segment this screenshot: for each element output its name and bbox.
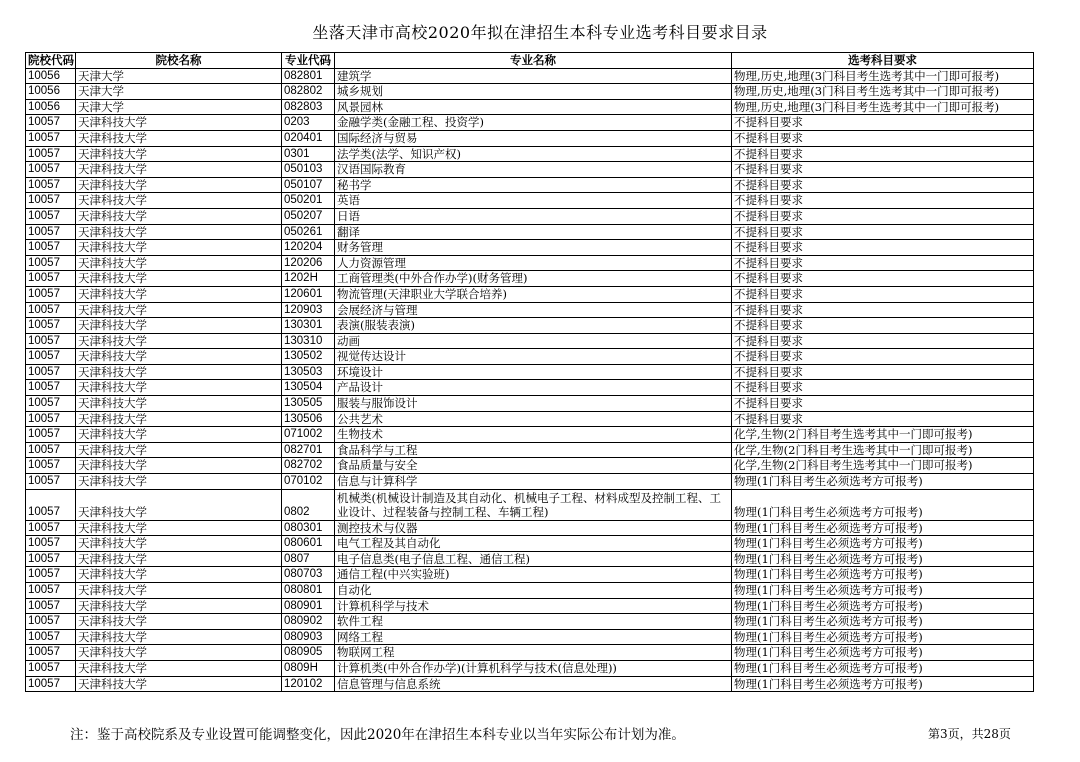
school-name-cell: 天津科技大学 (76, 629, 282, 645)
school-name-cell: 天津科技大学 (76, 411, 282, 427)
table-row (26, 115, 1034, 131)
school-code-cell: 10057 (26, 286, 76, 302)
major-code-cell: 050207 (282, 208, 335, 224)
table-row (26, 520, 1034, 536)
school-name-cell: 天津科技大学 (76, 286, 282, 302)
requirement-cell: 物理,历史,地理(3门科目考生选考其中一门即可报考) (732, 84, 1034, 100)
table-row (26, 474, 1034, 490)
school-name-cell: 天津科技大学 (76, 598, 282, 614)
requirement-cell: 物理(1门科目考生必须选考方可报考) (732, 567, 1034, 583)
school-code-cell: 10057 (26, 551, 76, 567)
major-name-cell: 人力资源管理 (335, 255, 732, 271)
school-code-cell: 10057 (26, 567, 76, 583)
requirement-cell: 物理,历史,地理(3门科目考生选考其中一门即可报考) (732, 99, 1034, 115)
table-header-row (26, 53, 1034, 69)
requirement-cell: 物理(1门科目考生必须选考方可报考) (732, 660, 1034, 676)
school-code-cell: 10057 (26, 208, 76, 224)
major-name-cell: 电气工程及其自动化 (335, 536, 732, 552)
table-row (26, 302, 1034, 318)
school-code-cell: 10057 (26, 130, 76, 146)
major-code-cell: 080903 (282, 629, 335, 645)
requirement-cell: 物理(1门科目考生必须选考方可报考) (732, 489, 1034, 520)
major-code-cell: 130506 (282, 411, 335, 427)
major-code-cell: 050103 (282, 162, 335, 178)
table-row (26, 68, 1034, 84)
school-name-cell: 天津科技大学 (76, 115, 282, 131)
major-name-cell: 汉语国际教育 (335, 162, 732, 178)
requirement-cell: 不提科目要求 (732, 364, 1034, 380)
school-code-cell: 10057 (26, 146, 76, 162)
major-code-cell: 0802 (282, 489, 335, 520)
requirement-cell: 不提科目要求 (732, 224, 1034, 240)
school-code-cell: 10057 (26, 193, 76, 209)
requirement-cell: 不提科目要求 (732, 130, 1034, 146)
major-name-cell: 电子信息类(电子信息工程、通信工程) (335, 551, 732, 567)
school-code-cell: 10057 (26, 177, 76, 193)
table-row (26, 208, 1034, 224)
school-name-cell: 天津科技大学 (76, 146, 282, 162)
school-name-cell: 天津科技大学 (76, 474, 282, 490)
school-name-cell: 天津科技大学 (76, 380, 282, 396)
school-name-cell: 天津科技大学 (76, 567, 282, 583)
table-row (26, 318, 1034, 334)
major-code-cell: 130505 (282, 396, 335, 412)
school-name-cell: 天津大学 (76, 99, 282, 115)
requirement-cell: 不提科目要求 (732, 255, 1034, 271)
school-name-cell: 天津科技大学 (76, 333, 282, 349)
major-name-cell: 产品设计 (335, 380, 732, 396)
requirement-cell: 不提科目要求 (732, 146, 1034, 162)
table-row (26, 84, 1034, 100)
school-code-cell: 10057 (26, 536, 76, 552)
requirement-cell: 化学,生物(2门科目考生选考其中一门即可报考) (732, 427, 1034, 443)
table-row (26, 551, 1034, 567)
requirement-cell: 物理(1门科目考生必须选考方可报考) (732, 676, 1034, 692)
school-code-cell: 10057 (26, 364, 76, 380)
school-name-cell: 天津科技大学 (76, 224, 282, 240)
header-major-code: 专业代码 (282, 53, 335, 69)
school-code-cell: 10057 (26, 660, 76, 676)
table-row (26, 177, 1034, 193)
school-name-cell: 天津科技大学 (76, 520, 282, 536)
table-row (26, 396, 1034, 412)
table-row (26, 271, 1034, 287)
major-code-cell: 120204 (282, 240, 335, 256)
major-code-cell: 120102 (282, 676, 335, 692)
school-name-cell: 天津科技大学 (76, 177, 282, 193)
major-name-cell: 生物技术 (335, 427, 732, 443)
table-row (26, 349, 1034, 365)
table-row (26, 645, 1034, 661)
table-row (26, 598, 1034, 614)
requirement-cell: 不提科目要求 (732, 193, 1034, 209)
major-code-cell: 080905 (282, 645, 335, 661)
school-code-cell: 10057 (26, 224, 76, 240)
major-code-cell: 082701 (282, 442, 335, 458)
page-indicator: 第3页，共28页 (928, 727, 1011, 741)
requirement-cell: 不提科目要求 (732, 115, 1034, 131)
major-name-cell: 自动化 (335, 583, 732, 599)
table-row (26, 427, 1034, 443)
school-name-cell: 天津大学 (76, 84, 282, 100)
school-code-cell: 10057 (26, 458, 76, 474)
major-name-cell: 金融学类(金融工程、投资学) (335, 115, 732, 131)
table-row (26, 286, 1034, 302)
requirement-cell: 不提科目要求 (732, 286, 1034, 302)
major-name-cell: 食品质量与安全 (335, 458, 732, 474)
school-code-cell: 10056 (26, 68, 76, 84)
major-code-cell: 120601 (282, 286, 335, 302)
table-row (26, 99, 1034, 115)
school-name-cell: 天津科技大学 (76, 660, 282, 676)
major-code-cell: 0809H (282, 660, 335, 676)
major-code-cell: 130504 (282, 380, 335, 396)
major-code-cell: 070102 (282, 474, 335, 490)
table-row (26, 224, 1034, 240)
major-name-cell: 视觉传达设计 (335, 349, 732, 365)
table-row (26, 614, 1034, 630)
major-name-cell: 计算机类(中外合作办学)(计算机科学与技术(信息处理)) (335, 660, 732, 676)
requirement-cell: 物理(1门科目考生必须选考方可报考) (732, 474, 1034, 490)
school-code-cell: 10057 (26, 333, 76, 349)
school-code-cell: 10057 (26, 427, 76, 443)
school-code-cell: 10057 (26, 396, 76, 412)
major-name-cell: 风景园林 (335, 99, 732, 115)
requirement-cell: 不提科目要求 (732, 162, 1034, 178)
school-name-cell: 天津科技大学 (76, 458, 282, 474)
major-code-cell: 080703 (282, 567, 335, 583)
major-name-cell: 信息与计算科学 (335, 474, 732, 490)
school-code-cell: 10057 (26, 115, 76, 131)
major-code-cell: 080301 (282, 520, 335, 536)
school-name-cell: 天津科技大学 (76, 442, 282, 458)
major-name-cell: 动画 (335, 333, 732, 349)
table-row (26, 333, 1034, 349)
major-name-cell: 秘书学 (335, 177, 732, 193)
table-row (26, 442, 1034, 458)
table-row (26, 162, 1034, 178)
school-code-cell: 10057 (26, 645, 76, 661)
table-row (26, 193, 1034, 209)
school-code-cell: 10057 (26, 302, 76, 318)
requirement-cell: 物理(1门科目考生必须选考方可报考) (732, 536, 1034, 552)
requirement-cell: 不提科目要求 (732, 177, 1034, 193)
table-row (26, 489, 1034, 520)
school-code-cell: 10057 (26, 598, 76, 614)
school-name-cell: 天津科技大学 (76, 193, 282, 209)
major-name-cell: 法学类(法学、知识产权) (335, 146, 732, 162)
requirement-cell: 不提科目要求 (732, 396, 1034, 412)
major-code-cell: 120903 (282, 302, 335, 318)
table-row (26, 567, 1034, 583)
school-code-cell: 10057 (26, 318, 76, 334)
school-code-cell: 10057 (26, 380, 76, 396)
major-code-cell: 130503 (282, 364, 335, 380)
major-name-cell: 通信工程(中兴实验班) (335, 567, 732, 583)
major-code-cell: 130502 (282, 349, 335, 365)
major-name-cell: 城乡规划 (335, 84, 732, 100)
school-name-cell: 天津科技大学 (76, 614, 282, 630)
school-code-cell: 10057 (26, 255, 76, 271)
school-name-cell: 天津科技大学 (76, 349, 282, 365)
major-name-cell: 软件工程 (335, 614, 732, 630)
school-code-cell: 10056 (26, 99, 76, 115)
requirement-cell: 不提科目要求 (732, 302, 1034, 318)
major-code-cell: 082803 (282, 99, 335, 115)
major-code-cell: 082801 (282, 68, 335, 84)
table-row (26, 629, 1034, 645)
major-name-cell: 物联网工程 (335, 645, 732, 661)
major-code-cell: 0807 (282, 551, 335, 567)
major-code-cell: 050201 (282, 193, 335, 209)
requirement-cell: 物理(1门科目考生必须选考方可报考) (732, 583, 1034, 599)
requirement-cell: 物理(1门科目考生必须选考方可报考) (732, 629, 1034, 645)
requirement-cell: 化学,生物(2门科目考生选考其中一门即可报考) (732, 458, 1034, 474)
major-name-cell: 表演(服装表演) (335, 318, 732, 334)
school-code-cell: 10056 (26, 84, 76, 100)
table-row (26, 130, 1034, 146)
school-name-cell: 天津科技大学 (76, 302, 282, 318)
school-code-cell: 10057 (26, 271, 76, 287)
requirement-cell: 不提科目要求 (732, 318, 1034, 334)
school-code-cell: 10057 (26, 442, 76, 458)
table-row (26, 458, 1034, 474)
major-name-cell: 工商管理类(中外合作办学)(财务管理) (335, 271, 732, 287)
table-row (26, 411, 1034, 427)
header-school-code: 院校代码 (26, 53, 76, 69)
major-code-cell: 050261 (282, 224, 335, 240)
school-name-cell: 天津科技大学 (76, 489, 282, 520)
table-row (26, 676, 1034, 692)
header-major-name: 专业名称 (335, 53, 732, 69)
major-name-cell: 翻译 (335, 224, 732, 240)
school-name-cell: 天津科技大学 (76, 583, 282, 599)
major-code-cell: 130301 (282, 318, 335, 334)
major-name-cell: 国际经济与贸易 (335, 130, 732, 146)
major-code-cell: 080902 (282, 614, 335, 630)
requirement-cell: 物理,历史,地理(3门科目考生选考其中一门即可报考) (732, 68, 1034, 84)
school-name-cell: 天津科技大学 (76, 271, 282, 287)
major-name-cell: 英语 (335, 193, 732, 209)
school-name-cell: 天津科技大学 (76, 551, 282, 567)
major-name-cell: 信息管理与信息系统 (335, 676, 732, 692)
major-code-cell: 080801 (282, 583, 335, 599)
school-code-cell: 10057 (26, 349, 76, 365)
major-code-cell: 071002 (282, 427, 335, 443)
school-name-cell: 天津科技大学 (76, 255, 282, 271)
school-code-cell: 10057 (26, 520, 76, 536)
header-subject-requirement: 选考科目要求 (732, 53, 1034, 69)
requirement-cell: 物理(1门科目考生必须选考方可报考) (732, 520, 1034, 536)
school-name-cell: 天津科技大学 (76, 427, 282, 443)
school-name-cell: 天津科技大学 (76, 130, 282, 146)
school-name-cell: 天津科技大学 (76, 208, 282, 224)
table-row (26, 660, 1034, 676)
requirement-cell: 物理(1门科目考生必须选考方可报考) (732, 551, 1034, 567)
major-code-cell: 120206 (282, 255, 335, 271)
major-name-cell: 网络工程 (335, 629, 732, 645)
school-code-cell: 10057 (26, 614, 76, 630)
requirement-cell: 不提科目要求 (732, 380, 1034, 396)
document-title: 坐落天津市高校2020年拟在津招生本科专业选考科目要求目录 (312, 23, 768, 42)
major-code-cell: 020401 (282, 130, 335, 146)
major-code-cell: 082702 (282, 458, 335, 474)
requirement-cell: 不提科目要求 (732, 271, 1034, 287)
table-row (26, 364, 1034, 380)
major-code-cell: 082802 (282, 84, 335, 100)
major-name-cell: 测控技术与仪器 (335, 520, 732, 536)
requirement-cell: 化学,生物(2门科目考生选考其中一门即可报考) (732, 442, 1034, 458)
school-name-cell: 天津科技大学 (76, 536, 282, 552)
table-row (26, 240, 1034, 256)
school-code-cell: 10057 (26, 240, 76, 256)
table-row (26, 536, 1034, 552)
table-row (26, 380, 1034, 396)
major-code-cell: 0301 (282, 146, 335, 162)
table-row (26, 583, 1034, 599)
major-code-cell: 0203 (282, 115, 335, 131)
school-name-cell: 天津大学 (76, 68, 282, 84)
major-name-cell: 财务管理 (335, 240, 732, 256)
school-name-cell: 天津科技大学 (76, 364, 282, 380)
major-name-cell: 建筑学 (335, 68, 732, 84)
major-name-cell: 日语 (335, 208, 732, 224)
school-name-cell: 天津科技大学 (76, 676, 282, 692)
major-code-cell: 1202H (282, 271, 335, 287)
subject-requirements-table (25, 52, 1034, 692)
major-name-cell: 公共艺术 (335, 411, 732, 427)
school-name-cell: 天津科技大学 (76, 396, 282, 412)
major-code-cell: 080901 (282, 598, 335, 614)
major-name-cell: 服装与服饰设计 (335, 396, 732, 412)
major-name-cell: 机械类(机械设计制造及其自动化、机械电子工程、材料成型及控制工程、工业设计、过程装备与控制工程、车辆工程) (335, 489, 732, 520)
requirement-cell: 不提科目要求 (732, 240, 1034, 256)
requirement-cell: 物理(1门科目考生必须选考方可报考) (732, 614, 1034, 630)
major-code-cell: 130310 (282, 333, 335, 349)
major-name-cell: 会展经济与管理 (335, 302, 732, 318)
table-row (26, 255, 1034, 271)
requirement-cell: 不提科目要求 (732, 349, 1034, 365)
school-code-cell: 10057 (26, 474, 76, 490)
requirement-cell: 不提科目要求 (732, 411, 1034, 427)
school-name-cell: 天津科技大学 (76, 240, 282, 256)
major-name-cell: 计算机科学与技术 (335, 598, 732, 614)
major-name-cell: 环境设计 (335, 364, 732, 380)
requirement-cell: 物理(1门科目考生必须选考方可报考) (732, 645, 1034, 661)
major-name-cell: 食品科学与工程 (335, 442, 732, 458)
requirement-cell: 不提科目要求 (732, 333, 1034, 349)
school-name-cell: 天津科技大学 (76, 645, 282, 661)
major-name-cell: 物流管理(天津职业大学联合培养) (335, 286, 732, 302)
table-row (26, 146, 1034, 162)
requirement-cell: 不提科目要求 (732, 208, 1034, 224)
school-name-cell: 天津科技大学 (76, 162, 282, 178)
major-code-cell: 080601 (282, 536, 335, 552)
school-name-cell: 天津科技大学 (76, 318, 282, 334)
school-code-cell: 10057 (26, 583, 76, 599)
school-code-cell: 10057 (26, 676, 76, 692)
requirement-cell: 物理(1门科目考生必须选考方可报考) (732, 598, 1034, 614)
school-code-cell: 10057 (26, 162, 76, 178)
footer-note: 注：鉴于高校院系及专业设置可能调整变化，因此2020年在津招生本科专业以当年实际公布计划为准。 (70, 727, 685, 743)
school-code-cell: 10057 (26, 489, 76, 520)
school-code-cell: 10057 (26, 411, 76, 427)
school-code-cell: 10057 (26, 629, 76, 645)
header-school-name: 院校名称 (76, 53, 282, 69)
major-code-cell: 050107 (282, 177, 335, 193)
